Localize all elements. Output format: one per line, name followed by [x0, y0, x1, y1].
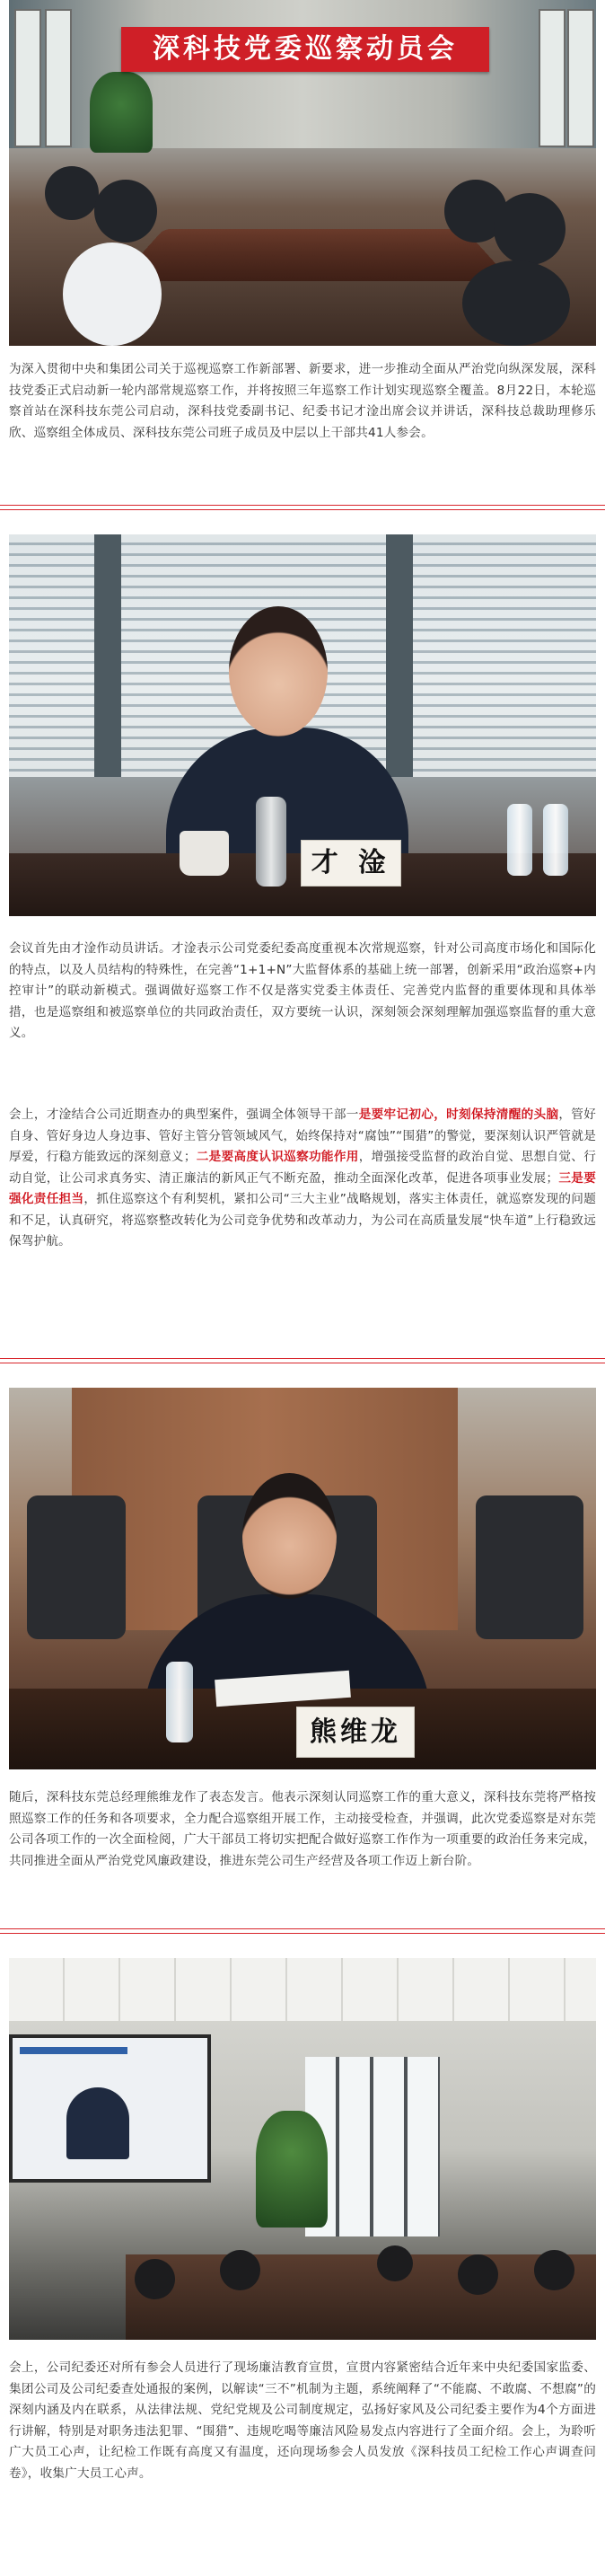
projection-screen [9, 2034, 211, 2183]
conference-table [117, 229, 512, 281]
section-divider [0, 505, 605, 506]
integrity-education-photo [9, 1958, 596, 2340]
paragraph-mobilization-speech: 会议首先由才淦作动员讲话。才淦表示公司党委纪委高度重视本次常规巡察，针对公司高度市场化和国际化的特点，以及人员结构的特殊性，在完善“1+1+N”大监督体系的基础上统一部署，创新采用“政治巡察+内控审计”的联动新模式。强调做好巡察工作不仅是落实党委主体责任、完善党内监督的重要体现和具体举措，也是巡察组和被巡察单位的共同政治责任，双方要统一认识，深刻领会深刻理解加强巡察监督的重大意义。 [9, 941, 596, 1040]
attendee [220, 2250, 260, 2290]
highlight-point-one: 是要牢记初心，时刻保持清醒的头脑 [358, 1107, 559, 1122]
highlight-point-two: 二是要高度认识巡察功能作用 [196, 1150, 359, 1164]
speaker-head [242, 1473, 337, 1599]
tea-cup [180, 831, 229, 876]
paragraph-text: ，管好自身、管好身边人身边事、管好主管分管领域风气，始终保持对“腐蚀”“围猎”的警觉，要深刻认识严管就是厚爱，行稳方能致远的深刻意义； [9, 1107, 596, 1164]
window-frame [94, 534, 121, 777]
chair [27, 1495, 126, 1639]
ceiling [9, 1958, 596, 2021]
attendee [94, 180, 157, 243]
meeting-banner: 深科技党委巡察动员会 [121, 27, 489, 72]
speaker-head [229, 606, 328, 737]
window [45, 9, 72, 147]
nameplate: 才 淦 [301, 840, 401, 887]
attendee [63, 243, 162, 346]
paragraph-intro: 为深入贯彻中央和集团公司关于巡视巡察工作新部署、新要求，进一步推动全面从严治党向纵深发展，深科技党委正式启动新一轮内部常规巡察工作，并将按照三年巡察工作计划实现巡察全覆盖。8月22日，本轮巡察首站在深科技东莞公司启动，深科技党委副书记、纪委书记才淦出席会议并讲话，深科技总裁助理修乐欣、巡察组全体成员、深科技东莞公司班子成员及中层以上干部共41人参会。 [9, 362, 596, 440]
paragraph-text: ，增强接受监督的政治自觉、思想自觉、行动自觉，让公司求真务实、清正廉洁的新风正气不断充盈，推动全面深化改革，促进各项事业发展； [9, 1150, 596, 1186]
paragraph-text: ，抓住巡察这个有利契机，紧扣公司“三大主业”战略规划，落实主体责任，就巡察发现的问题和不足，认真研究，将巡察整改转化为公司竞争优势和改革动力，为公司在高质量发展“快车道”上行稳致远保驾护航。 [9, 1192, 596, 1248]
paragraph-requirements [9, 1105, 596, 1253]
window [567, 9, 594, 147]
attendee [377, 2245, 413, 2281]
speaker-cai-gan-photo [9, 534, 596, 916]
thermos [256, 797, 286, 887]
speaker-xiong-weilong-photo [9, 1388, 596, 1769]
water-bottle [507, 804, 532, 876]
window [14, 9, 41, 147]
paragraph-text: 会上，才淦结合公司近期查办的典型案件，强调全体领导干部一 [9, 1107, 359, 1122]
water-bottle [543, 804, 568, 876]
section-divider [0, 1358, 605, 1359]
attendee [458, 2254, 498, 2295]
chair [476, 1495, 583, 1639]
slide-figure [66, 2087, 129, 2159]
window-frame [386, 534, 413, 777]
nameplate: 熊维龙 [296, 1707, 415, 1758]
attendee [534, 2250, 574, 2290]
water-bottle [166, 1662, 193, 1742]
meeting-hall-photo [9, 0, 596, 346]
window [539, 9, 566, 147]
attendee [494, 193, 566, 265]
paragraph-integrity-education: 会上，公司纪委还对所有参会人员进行了现场廉洁教育宣贯，宣贯内容紧密结合近年来中央纪委国家监委、集团公司及公司纪委查处通报的案例，以解读“三不”机制为主题，系统阐释了“不能腐、不敢腐、不想腐”的深刻内涵及内在联系，从法律法规、党纪党规及公司制度规定，弘扬好家风及公司纪委主要作为4个方面进行讲解，特别是对职务违法犯罪、“围猎”、违规吃喝等廉洁风险易发点内容进行了全面介绍。会上，为聆听广大员工心声，让纪检工作既有高度又有温度，还向现场参会人员发放《深科技员工纪检工作心声调查问卷》，收集广大员工心声。 [9, 2360, 596, 2481]
highlight-point-three: 三是要强化责任担当 [9, 1170, 597, 1206]
potted-plant [256, 2111, 328, 2228]
section-divider [0, 1928, 605, 1929]
paragraph-statement: 随后，深科技东莞总经理熊维龙作了表态发言。他表示深刻认同巡察工作的重大意义，深科技东莞将严格按照巡察工作的任务和各项要求，全力配合巡察组开展工作，主动接受检查，并强调，此次党委巡察是对东莞公司各项工作的一次全面检阅，广大干部员工将切实把配合做好巡察工作作为一项重要的政治任务来完成，共同推进全面从严治党党风廉政建设，推进东莞公司生产经营及各项工作迈上新台阶。 [9, 1790, 596, 1868]
potted-plant [90, 72, 153, 153]
attendee [135, 2259, 175, 2299]
attendee [462, 260, 570, 346]
attendee [45, 166, 99, 220]
slide-title-bar [20, 2047, 127, 2054]
conference-tables [126, 2254, 596, 2340]
